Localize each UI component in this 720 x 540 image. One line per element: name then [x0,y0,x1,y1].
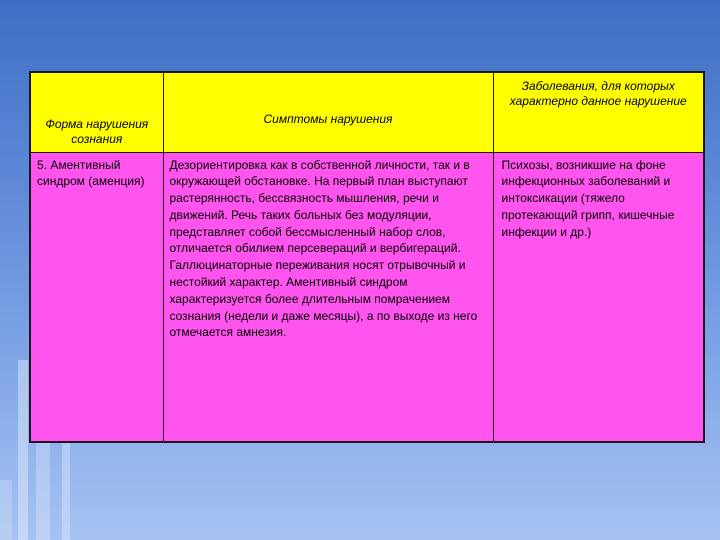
header-symptoms-cell [163,72,493,152]
header-form-cell [30,72,163,152]
header-diseases-cell [493,72,704,152]
table-row [30,152,704,442]
header-diseases-label: Заболевания, для которых характерно данное нарушение [509,79,687,108]
symptoms-text: Дезориентировка как в собственной личности, так и в окружающей обстановке. На первый план выступают растерянность, бессвязность мышления, речи и движений. Речь таких больных без модуляции, представляет собой бессмысленный набор слов, отличается обилием персевераций и вербигераций. Галлюцинаторные переживания носят отрывочный и нестойкий характер. Аментивный синдром характеризуется более длительным помрачением сознания (недели и даже месяцы), а по выходе из него отмечается амнезия. [169,157,478,340]
background-stripe [18,360,28,540]
table-header-row [30,72,704,152]
header-symptoms-label: Симптомы нарушения [263,111,393,126]
background-stripe [0,480,12,540]
form-cell [30,152,163,442]
diseases-text: Психозы, возникшие на фоне инфекционных заболеваний и интоксикации (тяжело протекающий грипп, кишечные инфекции и др.) [501,157,675,239]
form-text: 5. Аментивный синдром (аменция) [37,157,145,189]
diseases-cell [493,152,704,442]
header-form-label: Форма нарушения сознания [45,116,149,146]
background-stripe [62,440,70,540]
consciousness-disorders-table [29,71,705,443]
symptoms-cell [163,152,493,442]
